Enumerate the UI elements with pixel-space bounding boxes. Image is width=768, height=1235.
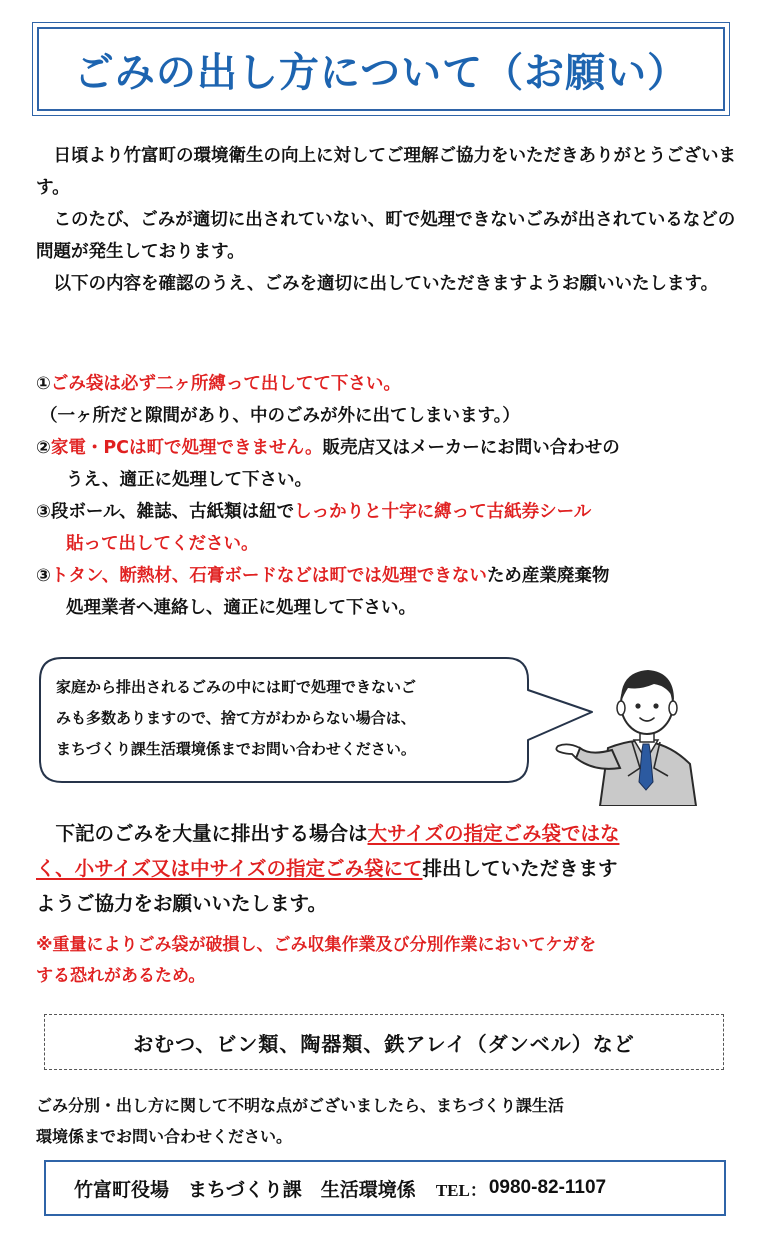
rule-3-continuation: 貼って出してください。 bbox=[66, 534, 259, 554]
intro-paragraph-2: このたび、ごみが適切に出されていない、町で処理できないごみが出されているなどの問題が発生しております。 bbox=[36, 210, 736, 262]
footer-phone-number[interactable]: 0980-82-1107 bbox=[488, 1177, 607, 1198]
rule-2-text: 販売店又はメーカーにお問い合わせの bbox=[322, 438, 620, 458]
contact-note bbox=[36, 1090, 736, 1152]
bubble-line-3: まちづくり課生活環境係までお問い合わせください。 bbox=[56, 740, 416, 758]
contact-line-2: 環境係までお問い合わせください。 bbox=[36, 1127, 293, 1146]
rule-2-emphasis: 家電・PCは町で処理できません。 bbox=[50, 438, 323, 458]
bulk-emphasis-1: 大サイズの指定ごみ袋ではな bbox=[367, 822, 620, 845]
items-list: おむつ、ビン類、陶器類、鉄アレイ（ダンベル）など bbox=[133, 1031, 635, 1056]
items-list-box bbox=[44, 1014, 724, 1070]
bulk-line-3: ようご協力をお願いいたします。 bbox=[36, 892, 327, 915]
rule-marker: ① bbox=[36, 374, 51, 394]
bubble-line-1: 家庭から排出されるごみの中には町で処理できないご bbox=[56, 678, 417, 696]
bulk-text-d: 排出していただきます bbox=[422, 857, 618, 880]
footer-contact-box bbox=[44, 1160, 726, 1216]
bubble-message bbox=[56, 672, 516, 765]
intro-paragraph-3: 以下の内容を確認のうえ、ごみを適切に出していただきますようお願いいたします。 bbox=[53, 274, 719, 294]
rule-2-continuation: うえ、適正に処理して下さい。 bbox=[66, 470, 313, 490]
rule-marker: ③ bbox=[36, 566, 51, 586]
rule-3-text: 段ボール、雑誌、古紙類は紐で bbox=[50, 502, 295, 522]
businessman-presenting-icon bbox=[550, 656, 726, 806]
warning-line-2: する恐れがあるため。 bbox=[36, 966, 206, 986]
warning-line-1: ※重量によりごみ袋が破損し、ごみ収集作業及び分別作業においてケガを bbox=[36, 935, 597, 955]
rule-4-text: ため産業廃棄物 bbox=[486, 566, 610, 586]
rule-4-emphasis: トタン、断熱材、石膏ボードなどは町では処理できない bbox=[50, 566, 487, 586]
footer-tel-label: TEL： bbox=[435, 1180, 487, 1200]
rule-1-note: （一ヶ所だと隙間があり、中のごみが外に出てしまいます。） bbox=[40, 406, 520, 426]
bubble-line-2: みも多数ありますので、捨て方がわからない場合は、 bbox=[56, 709, 416, 727]
page-title: ごみの出し方について（お願い） bbox=[73, 49, 689, 96]
bulk-text-a: 下記のごみを大量に排出する場合は bbox=[55, 822, 368, 845]
bulk-line-1 bbox=[36, 816, 736, 851]
rule-4-continuation: 処理業者へ連絡し、適正に処理して下さい。 bbox=[66, 598, 416, 618]
bulk-disposal-notice bbox=[36, 816, 736, 921]
intro-paragraph-1: 日頃より竹富町の環境衛生の向上に対してご理解ご協力をいただきありがとうございます。 bbox=[36, 146, 736, 198]
rule-marker: ② bbox=[36, 438, 51, 458]
contact-line-1: ごみ分別・出し方に関して不明な点がございましたら、まちづくり課生活 bbox=[36, 1096, 564, 1115]
bulk-emphasis-2: く、小サイズ又は中サイズの指定ごみ袋にて bbox=[36, 857, 423, 880]
warning-note bbox=[36, 930, 736, 992]
rule-marker: ③ bbox=[36, 502, 51, 522]
bulk-line-2 bbox=[36, 851, 736, 886]
footer-organization: 竹富町役場 まちづくり課 生活環境係 bbox=[74, 1178, 416, 1201]
rule-1-emphasis: ごみ袋は必ず二ヶ所縛って出してて下さい。 bbox=[50, 374, 401, 394]
rule-3-emphasis: しっかりと十字に縛って古紙券シール bbox=[294, 502, 592, 522]
